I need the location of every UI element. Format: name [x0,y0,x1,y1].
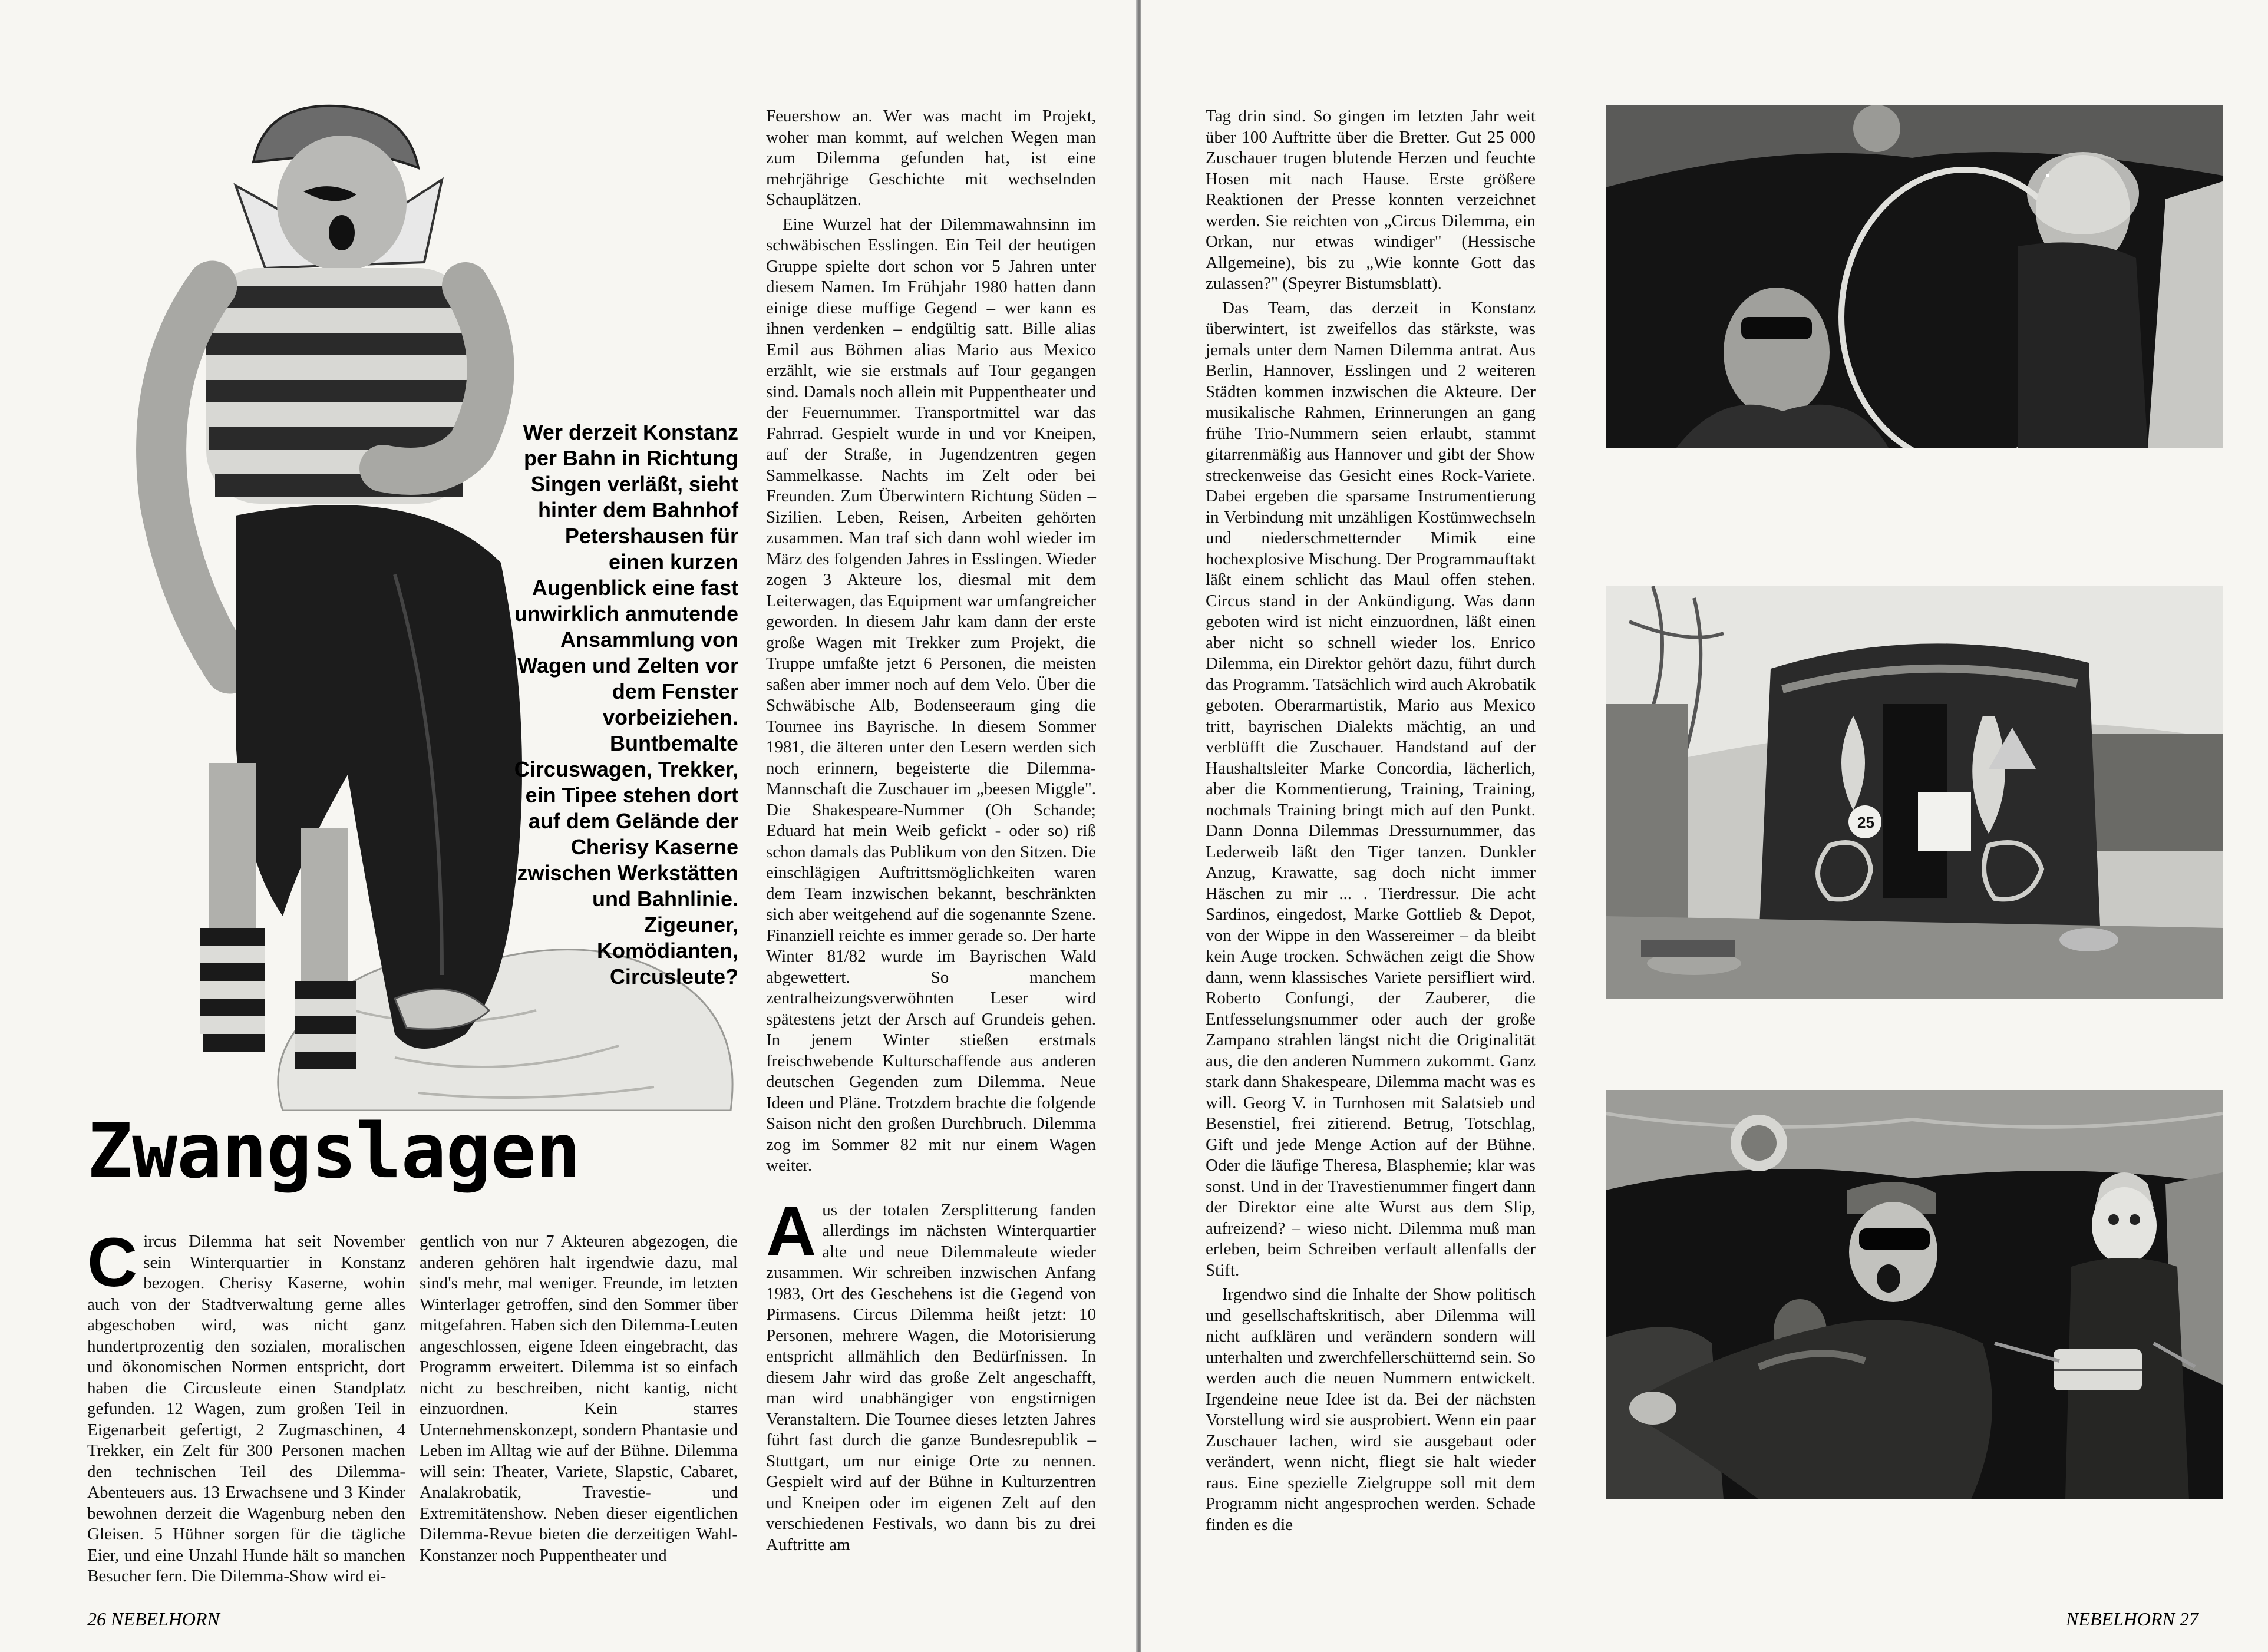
hoop-photo [1606,105,2223,448]
col1-text: ircus Dilemma hat seit November sein Winterquartier in Konstanz bezogen. Cherisy Kaserne, wohin auch von der Stadtverwaltung gerne alles abgeschoben wird, was nicht ganz hundertprozentig den sozialen, moralischen und ökonomischen Normen entspricht, dort haben die Circusleute einen Standplatz gefunden. 12 Wagen, zum großen Teil in Eigenarbeit gefertigt, 2 Zugmaschinen, 4 Trekker, ein Zelt für 300 Personen machen den technischen Teil des Dilemma-Abenteuers aus. 13 Erwachsene und 3 Kinder bewohnen derzeit die Wagenburg neben den Gleisen. 5 Hühner sorgen für die tägliche Eier, und eine Unzahl Hunde hält so manchen Besucher fern. Die Dilemma-Show wird ei- [87,1232,405,1585]
right-col [1206,106,1536,1539]
page-number-right: NEBELHORN 27 [2066,1608,2198,1630]
intro-text: Wer derzeit Konstanz per Bahn in Richtung Singen verläßt, sieht hinter dem Bahnhof Petershausen für einen kurzen Augenblick eine fast unwirklich anmutende Ansammlung von Wagen und Zelten vor dem Fenster vorbeiziehen. Buntbemalte Circuswagen, Trekker, ein Tipee stehen dort auf dem Gelände der Cherisy Kaserne zwischen Werkstätten und Bahnlinie. Zigeuner, Komödianten, Circusleute? [514,420,738,989]
wagon-photo [1606,586,2223,999]
wagon-sign: 25 [1857,814,1874,831]
page-number-left: 26 NEBELHORN [87,1608,220,1630]
col3-p1: Feuershow an. Wer was macht im Projekt, woher man kommt, auf welchen Wegen man zum Dilemma gefunden hat, ist eine mehrjährige Geschichte mit wechselnden Schauplätzen. [766,107,1096,209]
stage-photo [1606,1090,2223,1499]
left-col-2 [420,1231,738,1570]
col3-p2: Eine Wurzel hat der Dilemmawahnsinn im schwäbischen Esslingen. Ein Teil der heutigen Gruppe spielte dort schon vor 5 Jahren unter diesem Namen. Im Frühjahr 1980 hatten dann einige diese muffige Gegend – wer kann es ihnen verdenken – endgültig satt. Bille alias Emil aus Böhmen alias Mario aus Mexico erzählt, wie sie erstmals auf Tour gegangen sind. Damals noch allein mit Puppentheater und der Feuernummer. Transportmittel war das Fahrrad. Gespielt wurde in und vor Kneipen, auf der Straße, in Jugendzentren gegen Sammelkasse. Nachts im Zelt oder bei Freunden. Zum Überwintern Richtung Süden – Sizilien. Leben, Reisen, Arbeiten gehörten zusammen. Man traf sich dann wohl wieder im März des folgenden Jahres in Esslingen. Wieder zogen 3 Akteure los, diesmal mit dem Leiterwagen, das Equipment war umfangreicher geworden. In diesem Jahr kam dann der erste große Wagen mit Trekker zum Projekt, die Truppe umfaßte jetzt 6 Personen, die meisten saßen aber immer noch auf dem Velo. Über die Schwäbische Alb, Bodenseeraum ging die Tournee ins Bayrische. In diesem Sommer 1981, die älteren unter den Lesern werden sich noch erinnern, begeisterte die Dilemma-Mannschaft die Zuschauer im „beesen Miggle". Die Shakespeare-Nummer (Oh Schande; Eduard hat mein Weib gefickt - oder so) riß schon damals das Publikum von den Sitzen. Die einschlägigen Auftrittsmöglichkeiten waren dem Team inzwischen bekannt, beschränkten sich aber weitgehend auf die sogenannte Szene. Finanziell reichte es immer gerade so. Der harte Winter 81/82 wurde im Bayrischen Wald abgewettert. So manchem zentralheizungsverwöhnten Leser wird spätestens jetzt der Arsch auf Grundeis gehen. In jenem Winter stießen erstmals freischwebende Kulturschaffende aus anderen deutschen Gegenden zum Dilemma. Neue Ideen und Pläne. Trotzdem brachte die folgende Saison nicht den großen Durchbruch. Dilemma zog im Sommer 82 mit nur einem Wagen weiter. [766,214,1096,1175]
drop-cap-a: A [766,1192,817,1270]
drop-cap: C [87,1224,138,1301]
right-col-p3: Irgendwo sind die Inhalte der Show politisch und gesellschaftskritisch, aber Dilemma will nicht aufklären und verändern sondern will unterhalten und zwerchfellerschütternd sein. So werden auch die neuen Nummern entwickelt. Irgendeine neue Idee ist da. Bei der nächsten Vorstellung wird sie ausprobiert. Wenn ein paar Zuschauer lachen, wird sie ausgebaut oder verändert, wenn nicht, fliegt sie halt wieder raus. Eine spezielle Zielgruppe soll mit dem Programm nicht angesprochen werden. Schade finden es die [1206,1285,1536,1534]
col2-text: gentlich von nur 7 Akteuren abgezogen, die anderen gehören halt irgendwie dazu, mal sind's mehr, mal weniger. Freunde, im letzten Winterlager getroffen, sind den Sommer über mitgefahren. Haben sich den Dilemma-Leuten angeschlossen, eigene Ideen eingebracht, das Programm erweitert. Dilemma ist so einfach nicht zu beschreiben, nicht kantig, nicht einzuordnen. Kein starres Unternehmenskonzept, sondern Phantasie und Leben im Alltag wie auf der Bühne. Dilemma will sein: Theater, Variete, Slapstic, Cabaret, Analakrobatik, Travestie- und Extremitätenshow. Neben dieser eigentlichen Dilemma-Revue bieten die derzeitigen Wahl-Konstanzer noch Puppentheater und [420,1232,738,1565]
right-page [1141,0,2268,1652]
left-col-3 [766,106,1096,1559]
right-col-p1: Tag drin sind. So gingen im letzten Jahr weit über 100 Auftritte über die Bretter. Gut 25 000 Zuschauer trugen blutende Herzen und feuchte Hosen mit nach Hause. Erste größere Reaktionen der Presse konnten verzeichnet werden. Sie reichten von „Circus Dilemma, ein Orkan, nur etwas windiger" (Hessische Allgemeine), bis zu „Wie konnte Gott das zulassen?" (Speyrer Bistumsblatt). [1206,107,1536,293]
col3-p3: us der totalen Zersplitterung fanden allerdings im nächsten Winterquartier alte und neue Dilemmaleute wieder zusammen. Wir schreiben inzwischen Anfang 1983, Ort des Geschehens ist die Gegend von Pirmasens. Circus Dilemma heißt jetzt: 10 Personen, mehrere Wagen, die Motorisierung entspricht allmählich den Bedürfnissen. In diesem Jahr wird das große Zelt angeschafft, man wird unabhängiger von engstirnigen Veranstaltern. Die Tournee dieses letzten Jahres führt fast durch die ganze Bundesrepublik – Stuttgart, um nur einige Orte zu nennen. Gespielt wird auf der Bühne in Kulturzentren und Kneipen oder im eigenen Zelt auf den verschiedenen Festivals, wo dann bis zu drei Auftritte am [766,1200,1096,1554]
headline: Zwangslagen [87,1108,580,1195]
right-col-p2: Das Team, das derzeit in Konstanz überwintert, ist zweifellos das stärkste, was jemals unter dem Namen Dilemma antrat. Aus Berlin, Hannover, Esslingen und 2 weiteren Städten kommen inzwischen die Akteure. Der musikalische Rahmen, Erinnerungen an gang frühe Trio-Nummern seien erlaubt, stammt gitarrenmäßig aus Hannover und gibt der Show streckenweise das Gesicht eines Rock-Variete. Dabei ergeben die sparsame Instrumentierung in Verbindung mit unzähligen Kostümwechseln und niederschmetternder Mimik eine hochexplosive Mischung. Der Programmauftakt läßt einem schlicht das Maul offen stehen. Circus stand in der Ankündigung. Was dann geboten wird ist nicht einzuordnen, läßt einen aber nicht so schnell wieder los. Enrico Dilemma, ein Direktor gehört dazu, führt durch das Programm. Tatsächlich wird auch Akrobatik geboten. Oberarmartistik, Mario aus Mexico tritt, bayrischen Dialekts mächtig, an und verblüfft die Zuschauer. Handstand auf der Haushaltsleiter Marke Concordia, lächerlich, aber die Kommentierung, Training, Training, nochmals Training bringt mich auf den Punkt. Dann Donna Dilemmas Dressurnummer, das Lederweib läßt den Tiger tanzen. Dunkler Anzug, Krawatte, sag doch nicht immer Häschen zu mir ... . Tierdressur. Die acht Sardinos, eingedost, Marke Gottlieb & Depot, von der Wippe in den Wassereimer – da bleibt kein Auge trocken. Schwächen zeigt die Show dann, wenn klassisches Variete persifliert wird. Roberto Confungi, der Zauberer, die Entfesselungsnummer oder auch der große Zampano strahlen längst nicht die Originalität aus, die den anderen Nummern zukommt. Ganz stark dann Shakespeare, Dilemma macht was es will. Georg V. in Turnhosen mit Salatsieb und Besenstiel, frei zitierend. Betrug, Totschlag, Gift und jede Menge Action auf der Bühne. Oder die läufige Theresa, Blasphemie; klar was sonst. Und in der Travestienummer fingert dann der Direktor eine alte Wurst aus dem Slip, aufreizend? – wieso nicht. Dilemma muß man erleben, beim Schreiben verfault allenfalls der Stift. [1206,298,1536,1280]
left-col-1 [87,1224,405,1591]
